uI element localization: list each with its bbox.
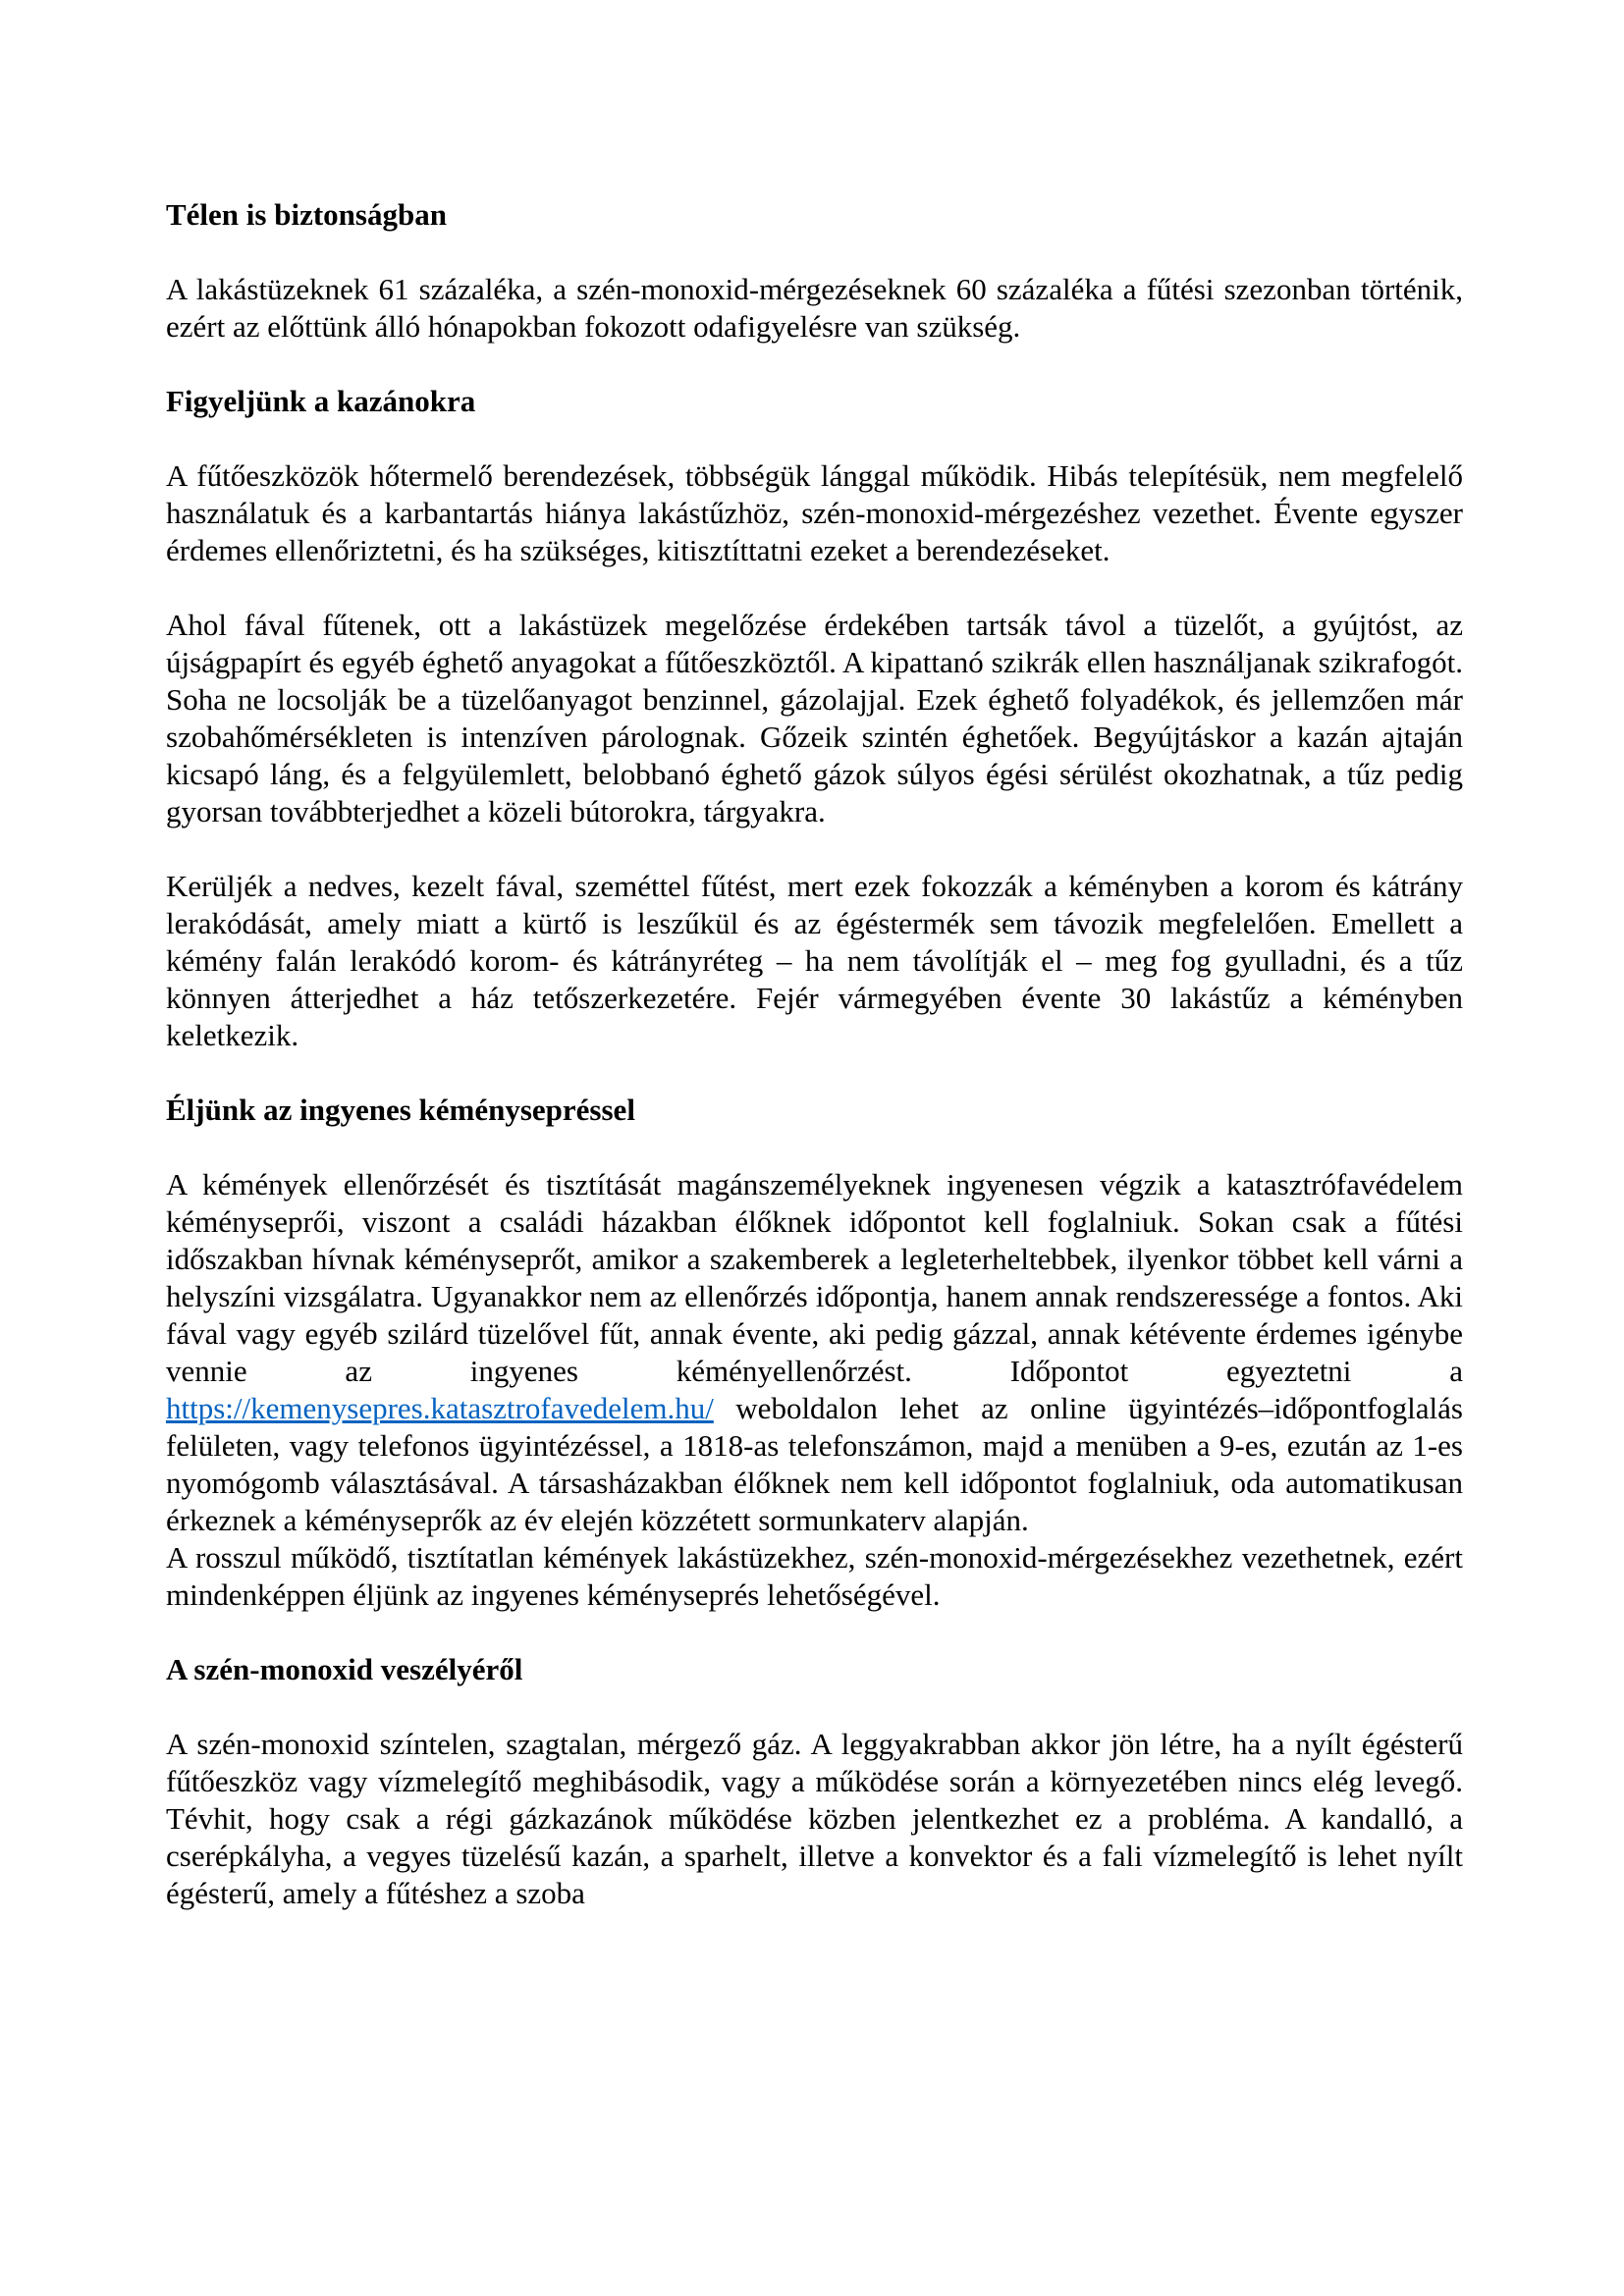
section-heading-szen-monoxid: A szén-monoxid veszélyéről (166, 1652, 523, 1686)
document-title: Télen is biztonságban (166, 197, 447, 232)
paragraph-text-before-link: A kémények ellenőrzését és tisztítását magánszemélyeknek ingyenesen végzik a katasztrófavédelem kéményseprői, viszont a családi házakban élőknek időpontot kell foglalniuk. Sokan csak a fűtési időszakban hívnak kéményseprőt, amikor a szakemberek a legleterheltebbek, ilyenkor többet kell várni a helyszíni vizsgálatra. Ugyanakkor nem az ellenőrzés időpontja, hanem annak rendszeressége a fontos. Aki fával vagy egyéb szilárd tüzelővel fűt, annak évente, aki pedig gázzal, annak kétévente érdemes igénybe vennie az ingyenes kéményellenőrzést. Időpontot egyeztetni a (166, 1167, 1463, 1388)
paragraph-intro-statistics: A lakástüzeknek 61 százaléka, a szén-monoxid-mérgezéseknek 60 százaléka a fűtési szezonban történik, ezért az előttünk álló hónapokban fokozott odafigyelésre van szükség. (166, 272, 1463, 344)
paragraph-faval-futes: Ahol fával fűtenek, ott a lakástüzek megelőzése érdekében tartsák távol a tüzelőt, a gyújtóst, az újságpapírt és egyéb éghető anyagokat a fűtőeszköztől. A kipattanó szikrák ellen használjanak szikrafogót. Soha ne locsolják be a tüzelőanyagot benzinnel, gázolajjal. Ezek éghető folyadékok, és jellemzően már szobahőmérsékleten is intenzíven párolognak. Gőzeik szintén éghetőek. Begyújtáskor a kazán ajtaján kicsapó láng, és a felgyülemlett, belobbanó éghető gázok súlyos égési sérülést okozhatnak, a tűz pedig gyorsan továbbterjedhet a közeli bútorokra, tárgyakra. (166, 608, 1463, 828)
paragraph-nedves-fa-kemeny: Kerüljék a nedves, kezelt fával, szeméttel fűtést, mert ezek fokozzák a kéményben a korom és kátrány lerakódását, amely miatt a kürtő is leszűkül és az égéstermék sem távozik megfelelően. Emellett a kémény falán lerakódó korom- és kátrányréteg – ha nem távolítják el – meg fog gyulladni, és a tűz könnyen átterjedhet a ház tetőszerkezetére. Fejér vármegyében évente 30 lakástűz a kéményben keletkezik. (166, 869, 1463, 1052)
section-heading-kemenyseprés: Éljünk az ingyenes kéménysepréssel (166, 1093, 635, 1127)
paragraph-kemenyellenorzes (166, 1166, 1463, 1539)
kemenysepres-hyperlink[interactable]: https://kemenysepres.katasztrofavedelem.hu/ (166, 1391, 714, 1425)
paragraph-futoeszkozok: A fűtőeszközök hőtermelő berendezések, többségük lánggal működik. Hibás telepítésük, nem megfelelő használatuk és a karbantartás hiánya lakástűzhöz, szén-monoxid-mérgezéshez vezethet. Évente egyszer érdemes ellenőriztetni, és ha szükséges, kitisztíttatni ezeket a berendezéseket. (166, 458, 1463, 567)
paragraph-szen-monoxid-veszely: A szén-monoxid színtelen, szagtalan, mérgező gáz. A leggyakrabban akkor jön létre, ha a nyílt égésterű fűtőeszköz vagy vízmelegítő meghibásodik, vagy a működése során a környezetében nincs elég levegő. Tévhit, hogy csak a régi gázkazánok működése közben jelentkezhet ez a probléma. A kandalló, a cserépkályha, a vegyes tüzelésű kazán, a sparhelt, illetve a konvektor és a fali vízmelegítő is lehet nyílt égésterű, amely a fűtéshez a szoba (166, 1727, 1463, 1910)
paragraph-text-after-link: weboldalon lehet az online ügyintézés–időpontfoglalás felületen, vagy telefonos ügyintézéssel, a 1818-as telefonszámon, majd a menüben a 9-es, ezután az 1-es nyomógomb választásával. A társasházakban élőknek nem kell időpontot foglalniuk, oda automatikusan érkeznek a kéményseprők az év elején közzétett sormunkaterv alapján. (166, 1391, 1463, 1537)
section-heading-kazanok: Figyeljünk a kazánokra (166, 384, 476, 418)
paragraph-rosszul-mukodo-kemenyek: A rosszul működő, tisztítatlan kémények lakástüzekhez, szén-monoxid-mérgezésekhez vezethetnek, ezért mindenképpen éljünk az ingyenes kéményseprés lehetőségével. (166, 1540, 1463, 1612)
